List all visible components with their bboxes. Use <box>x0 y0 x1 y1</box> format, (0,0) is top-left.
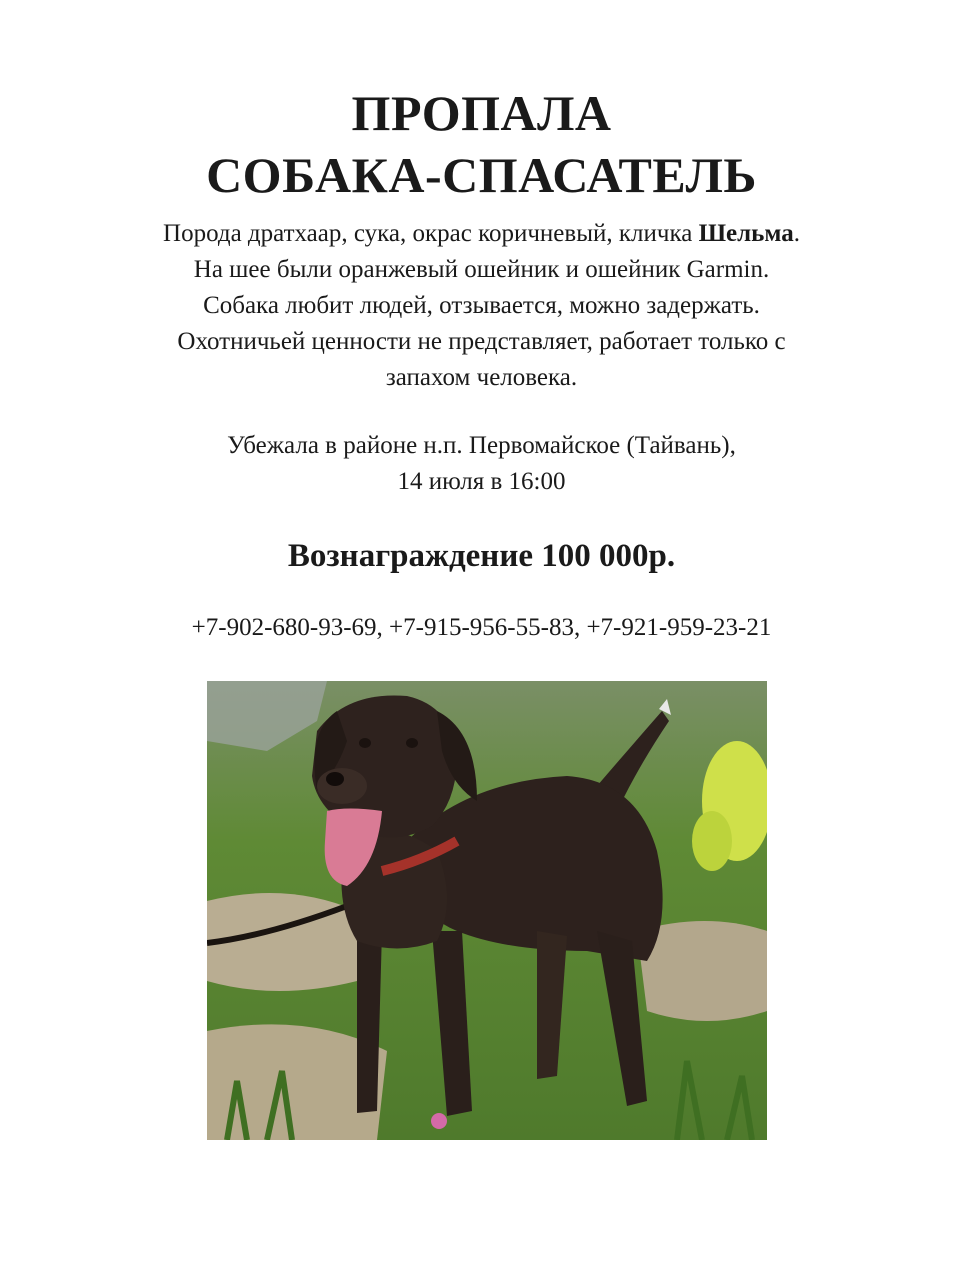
location-line-1: Убежала в районе н.п. Первомайское (Тайвань), <box>227 432 736 459</box>
dog-snout <box>317 768 367 804</box>
description-line-3: Собака любит людей, отзывается, можно задержать. <box>203 292 760 319</box>
description-line-2: На шее были оранжевый ошейник и ошейник Garmin. <box>193 256 770 283</box>
dog-eye-right <box>406 738 418 748</box>
dog-photo <box>207 681 767 1140</box>
description <box>60 216 903 396</box>
dog-nose <box>326 772 344 786</box>
description-line-4: Охотничьей ценности не представляет, работает только с <box>177 328 786 355</box>
location-line-2: 14 июля в 16:00 <box>397 468 566 495</box>
pink-flower <box>431 1113 447 1129</box>
dog-photo-illustration <box>207 681 767 1140</box>
title-line-2: СОБАКА-СПАСАТЕЛЬ <box>206 147 757 203</box>
description-line-5: запахом человека. <box>385 364 578 391</box>
title-line-1: ПРОПАЛА <box>351 85 612 141</box>
reward: Вознаграждение 100 000р. <box>287 538 676 574</box>
dog-eye-left <box>359 738 371 748</box>
dog-name: Шельма <box>698 220 794 247</box>
description-line-1: Порода дратхаар, сука, окрас коричневый, кличка Шельма. <box>163 220 800 247</box>
location <box>60 428 903 500</box>
phone-numbers: +7-902-680-93-69, +7-915-956-55-83, +7-921-959-23-21 <box>191 614 772 641</box>
